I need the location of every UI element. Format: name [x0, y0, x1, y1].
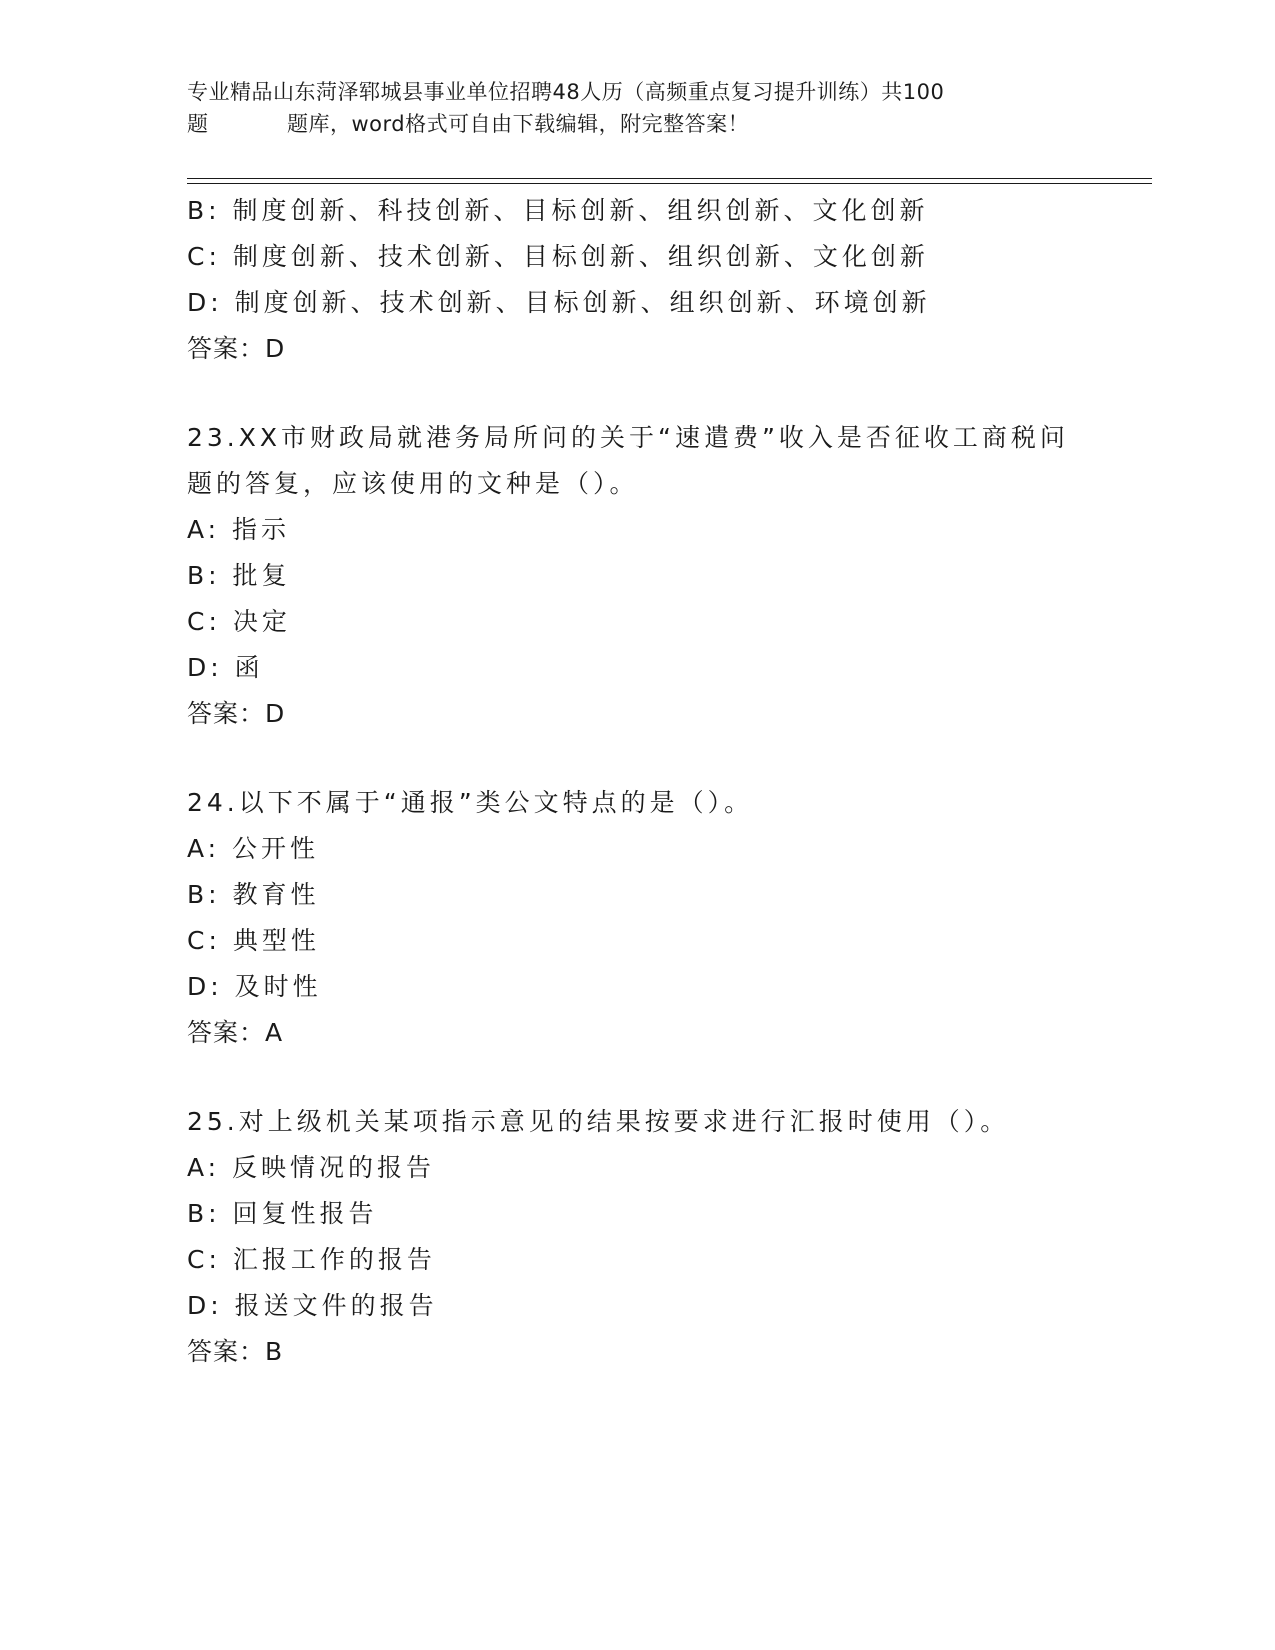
option-d: D: 制度创新、技术创新、目标创新、组织创新、环境创新: [187, 288, 931, 317]
option-c: C: 制度创新、技术创新、目标创新、组织创新、文化创新: [187, 242, 929, 271]
option-a: A: 指示: [187, 515, 291, 544]
question-stem-line2: 题的答复，应该使用的文种是（）。: [187, 469, 639, 498]
document-header: [187, 76, 1087, 140]
question-22-continued: [187, 188, 1087, 372]
answer-line: 答案：D: [187, 699, 286, 728]
header-title-line2-left: 题: [187, 112, 209, 136]
question-spacer: [187, 1056, 1087, 1099]
question-stem: 24.以下不属于“通报”类公文特点的是（）。: [187, 788, 754, 817]
question-23: [187, 415, 1087, 737]
option-b: B: 制度创新、科技创新、目标创新、组织创新、文化创新: [187, 196, 929, 225]
header-divider-top: [187, 178, 1152, 179]
answer-line: 答案：D: [187, 334, 286, 363]
question-spacer: [187, 372, 1087, 415]
question-24: [187, 780, 1087, 1056]
question-25: [187, 1099, 1087, 1375]
option-a: A: 反映情况的报告: [187, 1153, 436, 1182]
option-d: D: 及时性: [187, 972, 322, 1001]
question-stem: 25.对上级机关某项指示意见的结果按要求进行汇报时使用（）。: [187, 1107, 1010, 1136]
option-c: C: 典型性: [187, 926, 320, 955]
header-title-line1: 专业精品山东菏泽郓城县事业单位招聘48人历（高频重点复习提升训练）共100: [187, 80, 945, 104]
question-stem-line1: 23.XX市财政局就港务局所问的关于“速遣费”收入是否征收工商税问: [187, 423, 1069, 452]
question-spacer: [187, 737, 1087, 780]
option-b: B: 教育性: [187, 880, 320, 909]
option-d: D: 报送文件的报告: [187, 1291, 438, 1320]
option-c: C: 汇报工作的报告: [187, 1245, 436, 1274]
header-divider-bottom: [187, 183, 1152, 184]
option-d: D: 函: [187, 653, 264, 682]
header-title-line2: [187, 108, 1087, 140]
header-title-line2-right: 题库，word格式可自由下载编辑，附完整答案！: [287, 112, 750, 136]
option-b: B: 回复性报告: [187, 1199, 378, 1228]
option-b: B: 批复: [187, 561, 291, 590]
option-c: C: 决定: [187, 607, 291, 636]
option-a: A: 公开性: [187, 834, 320, 863]
answer-line: 答案：A: [187, 1018, 284, 1047]
answer-line: 答案：B: [187, 1337, 284, 1366]
question-list: [187, 188, 1087, 1375]
